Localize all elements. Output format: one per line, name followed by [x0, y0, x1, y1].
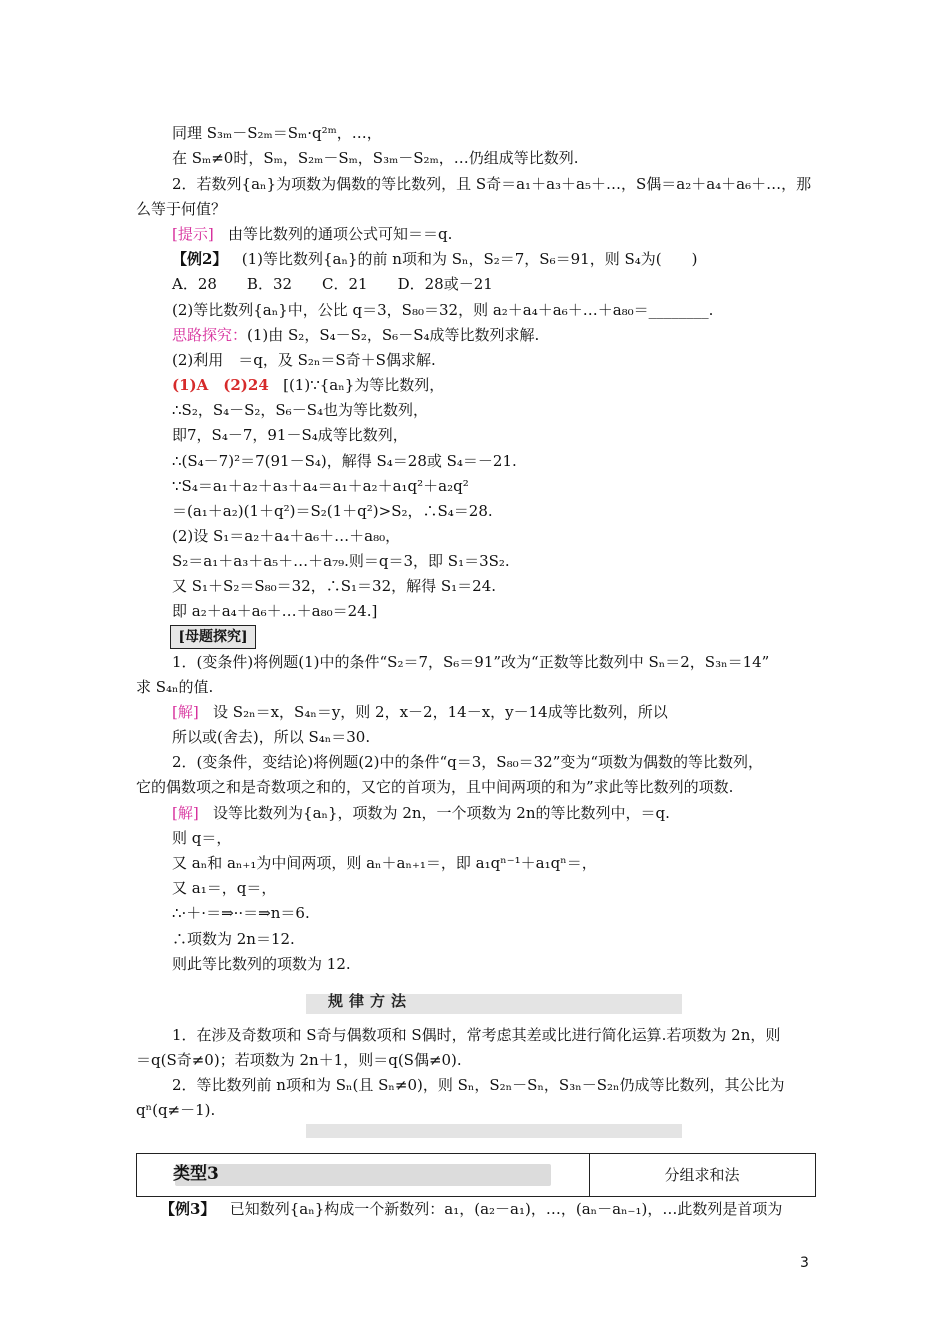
solution1-line [172, 701, 668, 723]
text-line: ∴·＋·＝⇒··＝⇒n＝6. [172, 904, 310, 922]
rule-title: 规律方法 [328, 992, 413, 1010]
type3-left-cell [137, 1154, 590, 1196]
example2-text: (1)等比数列{aₙ}的前 n项和为 Sₙ，S₂＝7，S₆＝91，则 S₄为( ) [241, 250, 698, 268]
example2-label: 【例2】 [172, 250, 228, 268]
rule-band-bottom [306, 1124, 682, 1138]
text-line: ∴S₂，S₄－S₂，S₆－S₄也为等比数列， [172, 401, 428, 419]
text-line: 即7，S₄－7，91－S₄成等比数列， [172, 426, 408, 444]
text-line: 所以或(舍去)，所以 S₄ₙ＝30. [172, 728, 371, 746]
thinking-line [172, 324, 539, 346]
text-line: 又 a₁＝，q＝， [172, 879, 277, 897]
page-number: 3 [800, 1255, 809, 1271]
text-line: (2)利用 ＝q，及 S₂ₙ＝S奇＋S偶求解. [172, 351, 436, 369]
text-line: 么等于何值？ [136, 200, 227, 218]
solution2-line [172, 802, 670, 824]
text-line: 它的偶数项之和是奇数项之和的，又它的首项为，且中间两项的和为”求此等比数列的项数. [136, 778, 734, 796]
text-line: 又 S₁＋S₂＝S₈₀＝32，∴S₁＝32，解得 S₁＝24. [172, 577, 497, 595]
text-line: 1．(变条件)将例题(1)中的条件“S₂＝7，S₆＝91”改为“正数等比数列中 Sₙ＝2，S₃ₙ＝14” [172, 653, 770, 671]
thinking-label: 思路探究： [172, 326, 248, 344]
text-line: 2．等比数列前 n项和为 Sₙ(且 Sₙ≠0)，则 Sₙ，S₂ₙ－Sₙ，S₃ₙ－S₂ₙ仍成等比数列，其公比为 [172, 1076, 785, 1094]
text-line: ∵S₄＝a₁＋a₂＋a₃＋a₄＝a₁＋a₂＋a₁q²＋a₂q² [172, 477, 469, 495]
type3-label: 类型3 [173, 1164, 219, 1184]
answer-line [172, 374, 444, 396]
text-line: ＝q(S奇≠0)；若项数为 2n＋1，则＝q(S偶≠0). [136, 1051, 462, 1069]
answer-label: (1)A (2)24 [172, 376, 269, 394]
example3-text: 已知数列{aₙ}构成一个新数列：a₁，(a₂－a₁)，…，(aₙ－aₙ₋₁)，…此数列是首项为 [229, 1200, 783, 1218]
mother-question-heading: [母题探究] [170, 625, 256, 649]
text-line: 2．(变条件，变结论)将例题(2)中的条件“q＝3，S₈₀＝32”变为“项数为偶数的等比数列， [172, 753, 764, 771]
hint-line [172, 223, 452, 245]
example3-line [160, 1198, 782, 1220]
example2-line [172, 248, 697, 270]
solution1-label: [解] [172, 703, 199, 721]
text-line: 则此等比数列的项数为 12. [172, 955, 351, 973]
text-line: 又 aₙ和 aₙ₊₁为中间两项，则 aₙ＋aₙ₊₁＝，即 a₁qⁿ⁻¹＋a₁qⁿ＝， [172, 854, 597, 872]
solution2-label: [解] [172, 804, 199, 822]
type3-header-box [136, 1153, 816, 1197]
text-line: (2)等比数列{aₙ}中，公比 q＝3，S₈₀＝32，则 a₂＋a₄＋a₆＋…＋a₈₀＝________. [172, 301, 714, 319]
text-line: ＝(a₁＋a₂)(1＋q²)＝S₂(1＋q²)>S₂，∴S₄＝28. [172, 502, 493, 520]
solution2-text: 设等比数列为{aₙ}，项数为 2n，一个项数为 2n的等比数列中，＝q. [213, 804, 670, 822]
text-line: S₂＝a₁＋a₃＋a₅＋…＋a₇₉.则＝q＝3，即 S₁＝3S₂. [172, 552, 510, 570]
text-line: 2．若数列{aₙ}为项数为偶数的等比数列，且 S奇＝a₁＋a₃＋a₅＋…，S偶＝a₂＋a₄＋a₆＋…，那 [172, 175, 812, 193]
type3-title: 分组求和法 [664, 1166, 740, 1184]
text-line: 则 q＝， [172, 829, 232, 847]
thinking-text: (1)由 S₂，S₄－S₂，S₆－S₄成等比数列求解. [247, 326, 540, 344]
answer-text: [(1)∵{aₙ}为等比数列， [283, 376, 445, 394]
example3-label: 【例3】 [160, 1200, 216, 1218]
text-line: (2)设 S₁＝a₂＋a₄＋a₆＋…＋a₈₀， [172, 527, 401, 545]
text-line: 1．在涉及奇数项和 S奇与偶数项和 S偶时，常考虑其差或比进行简化运算.若项数为 2n，则 [172, 1026, 781, 1044]
hint-text: 由等比数列的通项公式可知＝＝q. [228, 225, 453, 243]
text-line: 在 Sₘ≠0时，Sₘ，S₂ₘ－Sₘ，S₃ₘ－S₂ₘ，…仍组成等比数列. [172, 149, 579, 167]
text-line: ∴项数为 2n＝12. [172, 930, 295, 948]
text-line: ∴(S₄－7)²＝7(91－S₄)，解得 S₄＝28或 S₄＝－21. [172, 452, 517, 470]
text-line: 求 S₄ₙ的值. [136, 678, 214, 696]
text-line: A．28 B．32 C．21 D．28或－21 [172, 275, 493, 293]
solution1-text: 设 S₂ₙ＝x，S₄ₙ＝y，则 2，x－2，14－x，y－14成等比数列，所以 [213, 703, 668, 721]
text-line: 同理 S₃ₘ－S₂ₘ＝Sₘ·q²ᵐ，…， [172, 124, 382, 142]
text-line: qⁿ(q≠－1). [136, 1101, 216, 1119]
hint-label: [提示] [172, 225, 214, 243]
text-line: 即 a₂＋a₄＋a₆＋…＋a₈₀＝24.] [172, 602, 378, 620]
